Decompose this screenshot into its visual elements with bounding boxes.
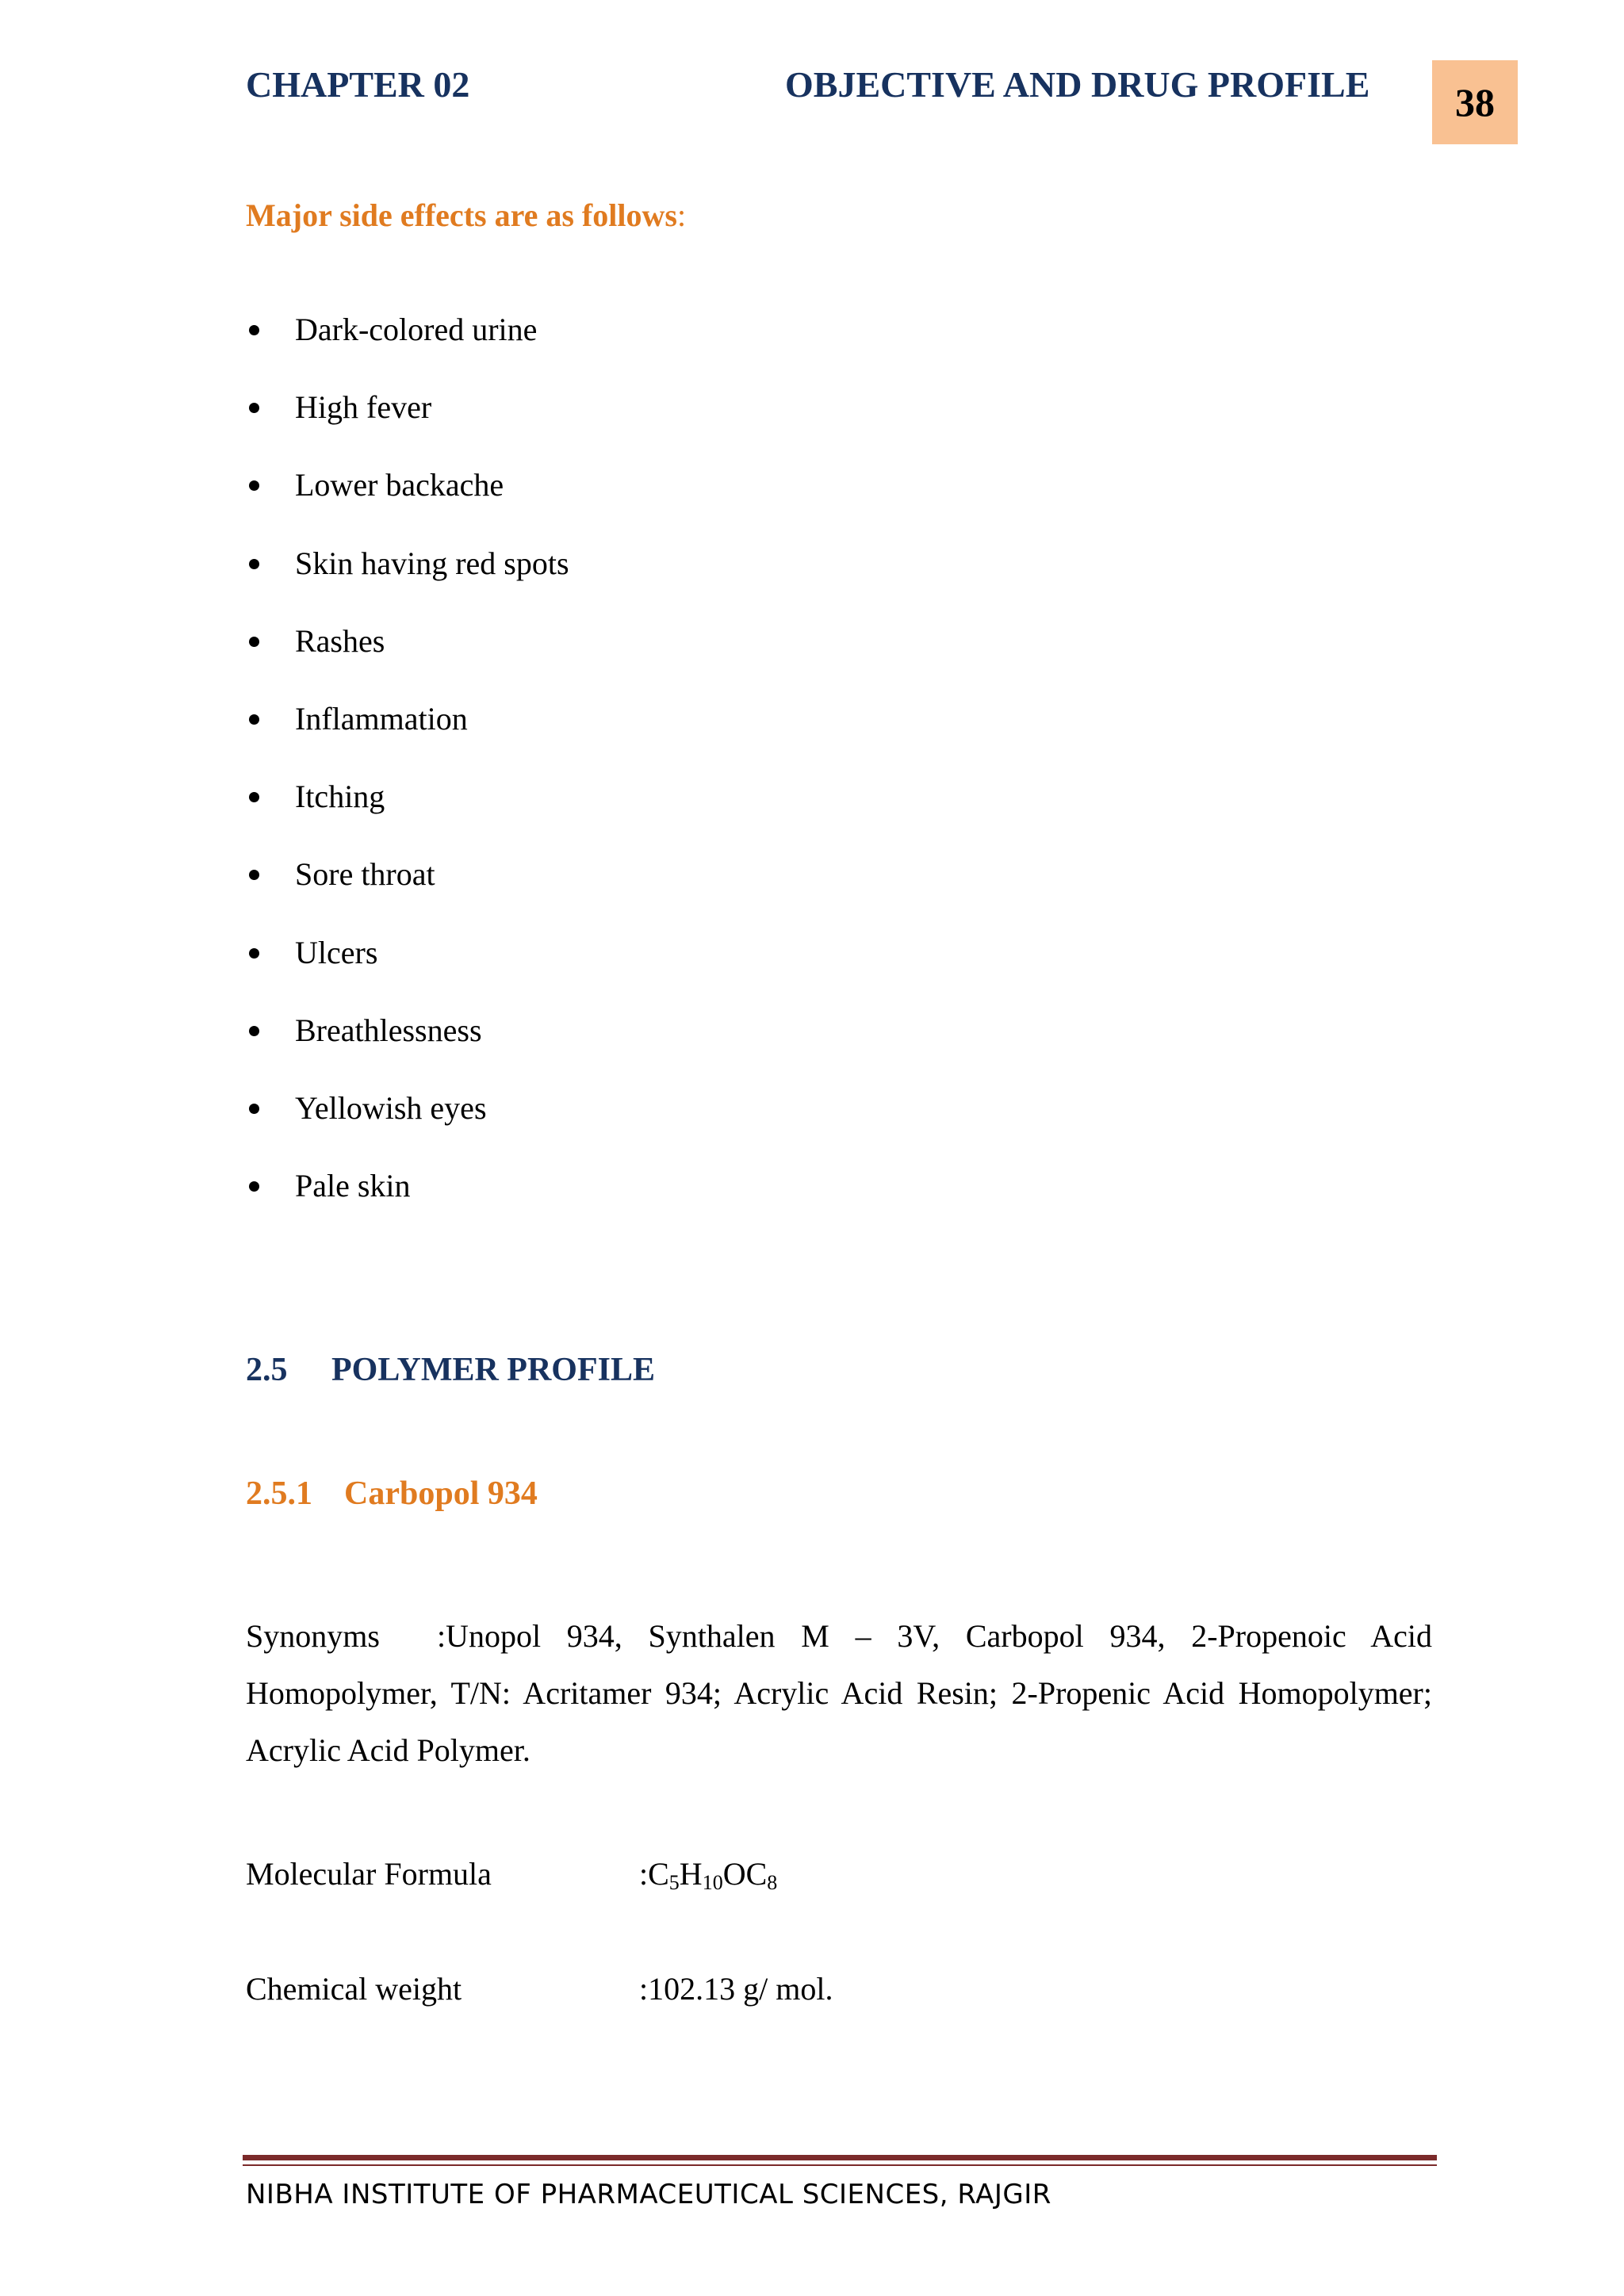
chapter-label: CHAPTER 02 (246, 64, 470, 105)
chemical-weight-label: Chemical weight (246, 1971, 462, 2007)
list-item-text: Lower backache (295, 467, 504, 503)
page-number-badge (1432, 60, 1518, 144)
bullet-icon (249, 1104, 259, 1114)
list-item-text: Yellowish eyes (295, 1089, 487, 1126)
list-item (246, 776, 569, 854)
subsection-title: Carbopol 934 (344, 1475, 538, 1512)
subsection-heading (246, 1475, 538, 1513)
side-effects-lead (246, 197, 686, 234)
bullet-icon (249, 870, 259, 880)
page-number: 38 (1455, 80, 1495, 124)
list-item-text: Itching (295, 779, 385, 815)
side-effects-list (246, 309, 569, 1243)
list-item-text: High fever (295, 389, 432, 426)
list-item (246, 309, 569, 387)
list-item-text: Skin having red spots (295, 545, 569, 581)
section-number: 2.5 (246, 1352, 288, 1388)
list-item (246, 1165, 569, 1243)
list-item-text: Dark-colored urine (295, 312, 538, 347)
list-item (246, 543, 569, 621)
list-item-text: Breathlessness (295, 1012, 482, 1048)
list-item (246, 932, 569, 1010)
molecular-formula-label: Molecular Formula (246, 1856, 492, 1892)
list-item (246, 1010, 569, 1088)
list-item (246, 1088, 569, 1165)
bullet-icon (249, 948, 259, 959)
bullet-icon (249, 714, 259, 725)
footer-divider-thin (243, 2164, 1437, 2166)
list-item-text: Sore throat (295, 856, 435, 893)
synonyms-paragraph (246, 1608, 1432, 1779)
bullet-icon (249, 559, 259, 569)
formula-part: OC (722, 1856, 768, 1892)
side-effects-lead-text: Major side effects are as follows (246, 197, 677, 233)
molecular-formula-value (639, 1856, 777, 1892)
list-item (246, 465, 569, 542)
list-item-text: Ulcers (295, 934, 378, 970)
formula-subscript: 8 (767, 1871, 778, 1894)
footer-divider (243, 2155, 1437, 2160)
bullet-icon (249, 792, 259, 802)
molecular-formula-row (246, 1855, 777, 1892)
formula-subscript: 5 (668, 1871, 680, 1894)
synonyms-label: Synonyms (246, 1618, 380, 1654)
formula-subscript: 10 (702, 1871, 723, 1894)
bullet-icon (249, 480, 259, 491)
bullet-icon (249, 325, 259, 335)
synonyms-text: :Unopol 934, Synthalen M – 3V, Carbopol 934, 2-Propenoic Acid Homopolymer, T/N: Acritamer 934; Acrylic Acid Resin; 2-Propenic Acid Homopolymer; Acrylic Acid Polymer. (246, 1618, 1432, 1768)
bullet-icon (249, 1026, 259, 1036)
side-effects-lead-colon: : (676, 197, 687, 233)
section-heading (246, 1351, 655, 1389)
list-item-text: Pale skin (295, 1168, 411, 1204)
list-item (246, 854, 569, 932)
bullet-icon (249, 1181, 259, 1192)
list-item (246, 621, 569, 698)
formula-prefix: :C (639, 1856, 669, 1892)
list-item (246, 387, 569, 465)
formula-part: H (679, 1856, 703, 1892)
chapter-title: OBJECTIVE AND DRUG PROFILE (785, 64, 1370, 105)
list-item-text: Inflammation (295, 700, 468, 737)
section-title: POLYMER PROFILE (331, 1352, 655, 1388)
bullet-icon (249, 637, 259, 647)
footer-institution: NIBHA INSTITUTE OF PHARMACEUTICAL SCIENCES, RAJGIR (246, 2179, 1051, 2210)
chemical-weight-value: :102.13 g/ mol. (639, 1971, 833, 2007)
list-item-text: Rashes (295, 622, 385, 659)
list-item (246, 698, 569, 776)
bullet-icon (249, 403, 259, 413)
subsection-number: 2.5.1 (246, 1475, 312, 1512)
chemical-weight-row (246, 1970, 833, 2007)
